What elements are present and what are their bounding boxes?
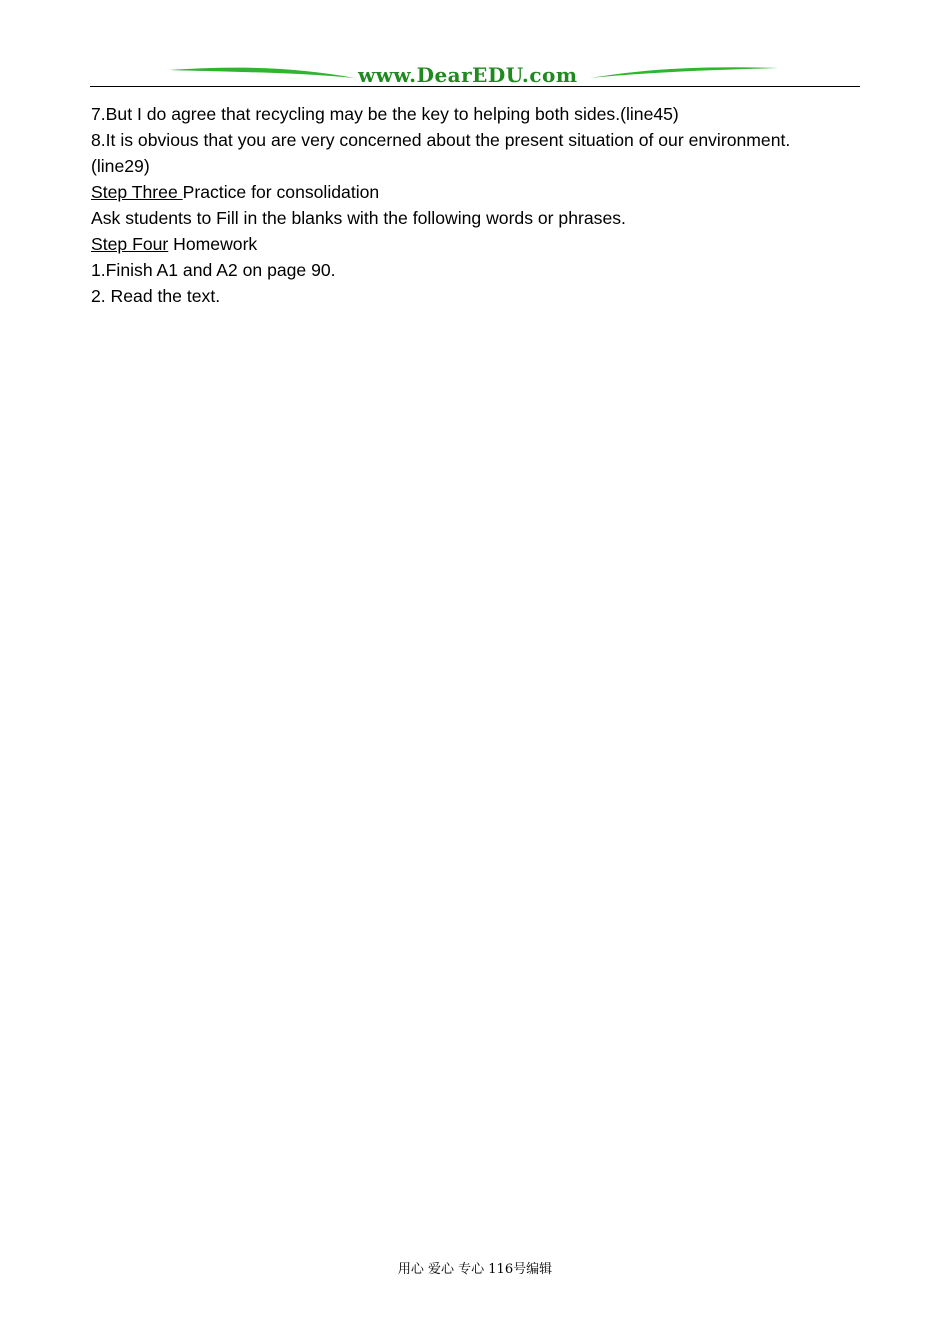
site-logo-text: www.DearEDU.com — [358, 63, 578, 87]
step-three-text: Practice for consolidation — [182, 182, 380, 202]
ask-students-instruction: Ask students to Fill in the blanks with the following words or phrases. — [91, 208, 626, 228]
sentence-8: 8.It is obvious that you are very concerned about the present situation of our environment. — [91, 130, 791, 150]
step-three-label: Step Three — [91, 182, 183, 202]
document-body — [91, 101, 861, 309]
homework-item-2: 2. Read the text. — [91, 286, 221, 306]
step-four-heading — [91, 231, 861, 257]
homework-item-1: 1.Finish A1 and A2 on page 90. — [91, 260, 336, 280]
step-three-heading — [91, 179, 861, 205]
page-header — [90, 58, 860, 90]
step-four-text: Homework — [168, 234, 258, 254]
right-swoosh — [590, 67, 778, 78]
sentence-7: 7.But I do agree that recycling may be the key to helping both sides.(line45) — [91, 104, 679, 124]
page-footer: 用心 爱心 专心 116号编辑 — [397, 1262, 553, 1277]
step-four-label: Step Four — [91, 234, 169, 254]
sentence-8-continued: (line29) — [91, 156, 150, 176]
header-divider — [90, 86, 860, 87]
